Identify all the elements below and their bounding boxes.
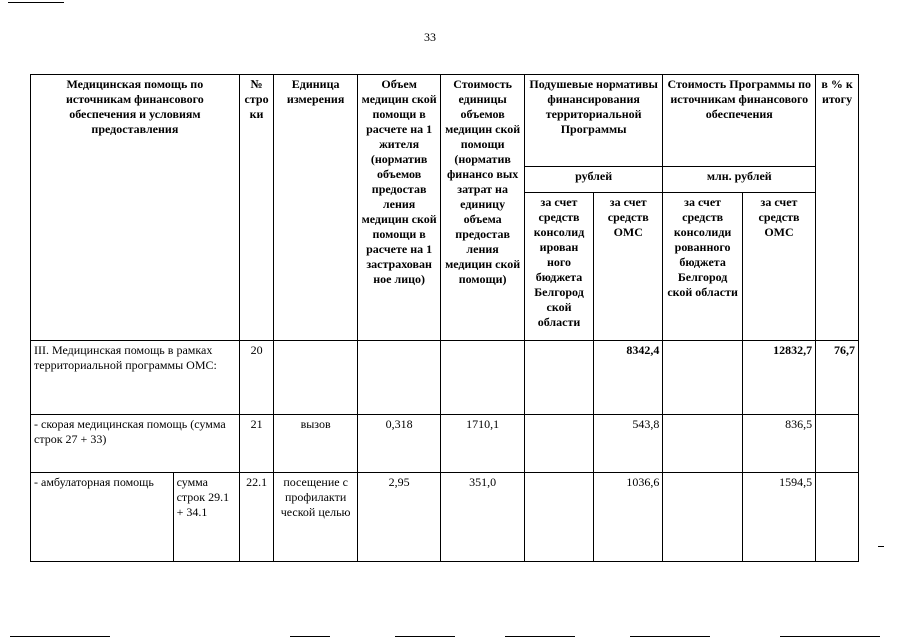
side-scan-mark <box>878 546 884 547</box>
row-volume: 2,95 <box>357 473 441 562</box>
header-percap-consol: за счет средств консолид ирован ного бюджета Белгород ской области <box>524 193 593 341</box>
row-cost: 1710,1 <box>441 415 525 473</box>
table-row <box>31 473 859 562</box>
header-percap: Подушевые нормативы финансирования территориальной Программы <box>524 75 663 167</box>
row-name-extra: сумма строк 29.1 + 34.1 <box>173 473 239 562</box>
bottom-scan-rule-5 <box>630 636 710 637</box>
row-percent: 76,7 <box>816 341 859 415</box>
row-prog-consol <box>663 341 742 415</box>
table-row <box>31 341 859 415</box>
row-prog-consol <box>663 415 742 473</box>
header-unit: Единица измерения <box>274 75 358 341</box>
header-volume: Объем медицин ской помощи в расчете на 1 жителя (норматив объемов предостав ления медицин ской помощи в расчете на 1 застрахован ное лицо) <box>357 75 441 341</box>
header-row-no: № стро ки <box>239 75 274 341</box>
row-cost: 351,0 <box>441 473 525 562</box>
row-name: III. Медицинская помощь в рамках территориальной программы ОМС: <box>31 341 240 415</box>
financing-table <box>30 74 859 562</box>
header-percent: в % к итогу <box>816 75 859 341</box>
page-number: 33 <box>424 30 436 44</box>
bottom-scan-rule-3 <box>395 636 455 637</box>
row-unit: посещение с профилакти ческой целью <box>274 473 358 562</box>
header-unit-mln: млн. рублей <box>663 167 816 193</box>
header-prog-oms: за счет средств ОМС <box>742 193 815 341</box>
row-percap-oms: 543,8 <box>594 415 663 473</box>
bottom-scan-rule-1 <box>10 636 110 637</box>
row-unit <box>274 341 358 415</box>
row-name: - скорая медицинская помощь (сумма строк 27 + 33) <box>31 415 240 473</box>
bottom-scan-rule-2 <box>290 636 330 637</box>
row-percap-consol <box>524 341 593 415</box>
row-cost <box>441 341 525 415</box>
row-prog-oms: 836,5 <box>742 415 815 473</box>
row-number: 21 <box>239 415 274 473</box>
table-row <box>31 415 859 473</box>
row-percent <box>816 473 859 562</box>
row-prog-oms: 12832,7 <box>742 341 815 415</box>
header-name: Медицинская помощь по источникам финансового обеспечения и условиям предоставления <box>31 75 240 341</box>
header-unit-rub: рублей <box>524 167 663 193</box>
header-program: Стоимость Программы по источникам финансового обеспечения <box>663 75 816 167</box>
row-name: - амбулаторная помощь <box>31 473 174 562</box>
top-scan-mark <box>8 2 64 3</box>
row-number: 20 <box>239 341 274 415</box>
row-percap-consol <box>524 473 593 562</box>
row-number: 22.1 <box>239 473 274 562</box>
header-row-1 <box>31 75 859 167</box>
bottom-scan-rule-6 <box>780 636 880 637</box>
row-unit: вызов <box>274 415 358 473</box>
header-percap-oms: за счет средств ОМС <box>594 193 663 341</box>
row-volume <box>357 341 441 415</box>
row-volume: 0,318 <box>357 415 441 473</box>
row-percent <box>816 415 859 473</box>
row-prog-oms: 1594,5 <box>742 473 815 562</box>
row-prog-consol <box>663 473 742 562</box>
bottom-scan-rule-4 <box>505 636 575 637</box>
row-percap-oms: 1036,6 <box>594 473 663 562</box>
row-percap-consol <box>524 415 593 473</box>
header-prog-consol: за счет средств консолиди рованного бюджета Белгород ской области <box>663 193 742 341</box>
row-percap-oms: 8342,4 <box>594 341 663 415</box>
header-cost: Стоимость единицы объемов медицин ской помощи (норматив финансо вых затрат на единицу объема предостав ления медицин ской помощи) <box>441 75 525 341</box>
